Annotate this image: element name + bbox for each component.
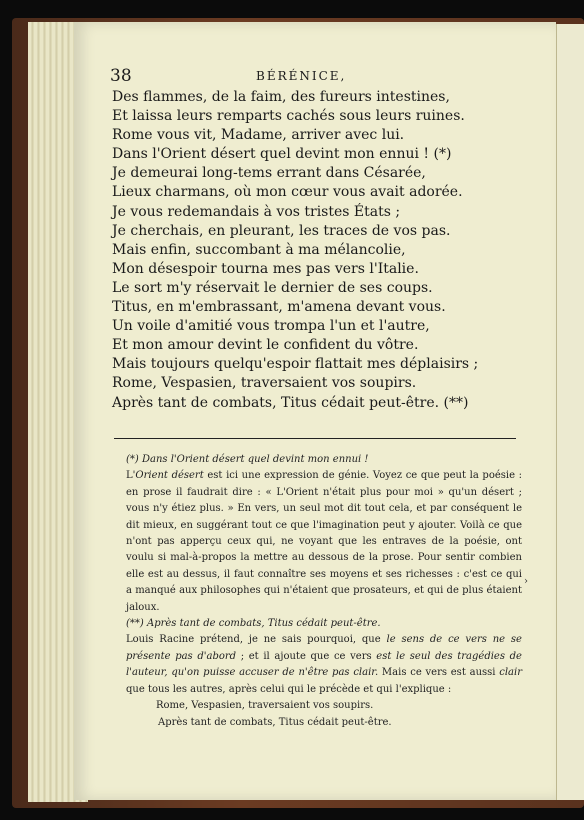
verse-line: Et mon amour devint le confident du vôtre. (112, 337, 419, 354)
page-header (110, 66, 490, 88)
verse-line: Dans l'Orient désert quel devint mon ennui ! (*) (112, 146, 452, 163)
verse-block (112, 88, 532, 413)
verse-line: Je vous redemandais à vos tristes États ; (112, 203, 401, 220)
footnotes (112, 452, 522, 731)
verse-line: Un voile d'amitié vous trompa l'un et l'autre, (112, 318, 430, 335)
margin-mark: › (524, 576, 528, 587)
footnote-2-body: Louis Racine prétend, je ne sais pourquoi, que le sens de ce vers ne se présente pas d'abord ; et il ajoute que ce vers est le seul des tragédies de l'auteur, qu'on puisse accuser de n'être pas clair. Mais ce vers est aussi clair que tous les autres, après celui qui le précède et qui l'explique : (126, 634, 522, 695)
footnote-2-title: (**) Après tant de combats, Titus cédait peut-être. (126, 618, 381, 630)
page-number: 38 (110, 66, 132, 86)
verse-line: Rome vous vit, Madame, arriver avec lui. (112, 127, 405, 144)
verse-line: Et laissa leurs remparts cachés sous leurs ruines. (112, 108, 465, 125)
footnote-rule (114, 438, 516, 439)
verse-line: Mais enfin, succombant à ma mélancolie, (112, 241, 406, 258)
quoted-verse: Rome, Vespasien, traversaient vos soupirs. (156, 700, 374, 712)
running-head: BÉRÉNICE, (256, 69, 347, 83)
verse-line: Des flammes, de la faim, des fureurs intestines, (112, 89, 450, 105)
verse-line: Rome, Vespasien, traversaient vos soupirs. (112, 375, 417, 392)
verse-line: Mais toujours quelqu'espoir flattait mes déplaisirs ; (112, 356, 479, 373)
quoted-verse: Après tant de combats, Titus cédait peut-être. (158, 716, 392, 728)
verse-line: Je demeurai long-tems errant dans Césarée, (112, 165, 426, 182)
footnote-1-body: L'Orient désert est ici une expression de génie. Voyez ce que peut la poésie : en prose il faudrait dire : « L'Orient n'était plus pour moi » qu'un désert ; vous n'y étiez plus. » En vers, un seul mot dit tout cela, et par conséquent le dit mieux, en suggérant tout ce que l'imagination peut y ajouter. Voilà ce que n'ont pas apperçu ceux qui, ne voyant que les entraves de la poésie, ont voulu si mal-à-propos la mettre au dessous de la prose. Pour sentir combien elle est au dessus, il faut connaître ses moyens et ses richesses : c'est ce qui a manqué aux philosophes qui n'étaient que prosateurs, et qui de plus étaient jaloux. (126, 470, 523, 613)
verse-line: Mon désespoir tourna mes pas vers l'Italie. (112, 260, 419, 277)
verse-line: Titus, en m'embrassant, m'amena devant vous. (112, 299, 446, 316)
verse-line: Lieux charmans, où mon cœur vous avait adorée. (112, 184, 463, 201)
verse-line: Je cherchais, en pleurant, les traces de vos pas. (112, 222, 451, 239)
verse-line: Après tant de combats, Titus cédait peut-être. (**) (112, 394, 469, 411)
facing-page-edge (556, 24, 584, 800)
footnote-1-title: (*) Dans l'Orient désert quel devint mon ennui ! (126, 454, 369, 465)
verse-line: Le sort m'y réservait le dernier de ses coups. (112, 279, 433, 296)
